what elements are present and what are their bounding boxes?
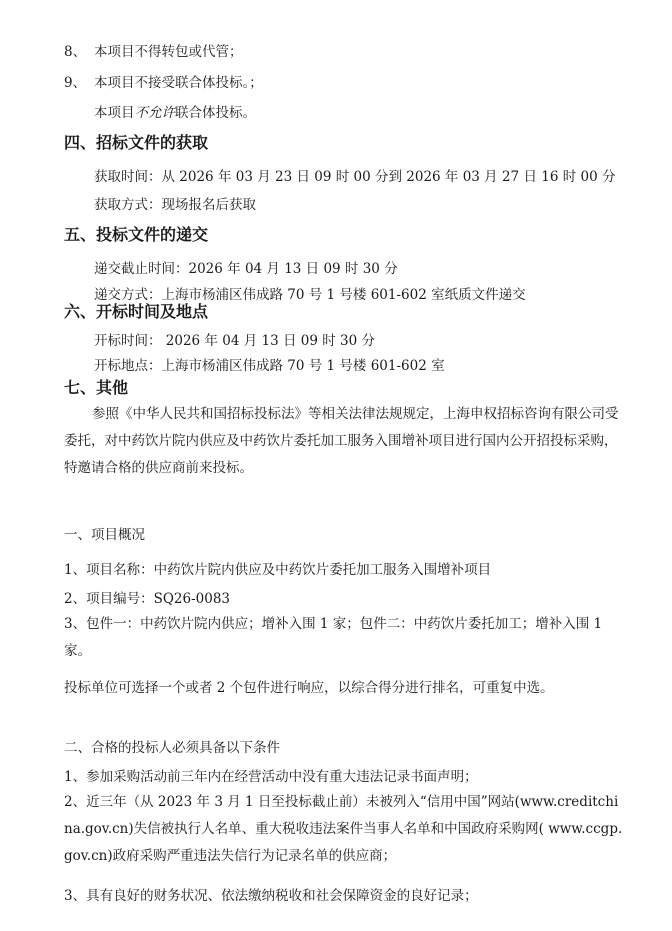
obtain-time: 获取时间：从 2026 年 03 月 23 日 09 时 00 分到 2026 年 03 月 27 日 16 时 00 分 (94, 169, 616, 185)
submit-deadline: 递交截止时间：2026 年 04 月 13 日 09 时 30 分 (94, 261, 398, 277)
section-6-heading: 六、开标时间及地点 (64, 302, 209, 321)
note-text: 本项目 (94, 105, 135, 121)
condition-1: 1、参加采购活动前三年内在经营活动中没有重大违法记录书面声明； (64, 769, 478, 785)
item-text: 本项目不得转包或代管； (94, 44, 243, 60)
section-5-heading: 五、投标文件的递交 (64, 225, 209, 244)
other-paragraph: 参照《中华人民共和国招标投标法》等相关法律法规规定，上海申权招标咨询有限公司受委托，对中药饮片院内供应及中药饮片委托加工服务入围增补项目进行国内公开招投标采购，特邀请合格的供应商前来投标。 (64, 406, 619, 476)
opening-place: 开标地点：上海市杨浦区伟成路 70 号 1 号楼 601-602 室 (94, 358, 445, 374)
section-4-heading: 四、招标文件的获取 (64, 133, 209, 152)
condition-3: 3、具有良好的财务状况、依法缴纳税收和社会保障资金的良好记录； (64, 888, 478, 904)
condition-2: 2、近三年（从 2023 年 3 月 1 日至投标截止前）未被列入“信用中国”网站(www.creditchina.gov.cn)失信被执行人名单、重大税收违法案件当事人名单和中国政府采购网( www.ccgp.gov.cn)政府采购严重违法失信行为记录名单的供应商； (64, 794, 623, 864)
list-item-8 (64, 43, 243, 61)
list-item-9 (64, 74, 263, 92)
item-text: 本项目不接受联合体投标。； (94, 75, 263, 91)
item-number: 9、 (64, 75, 87, 91)
project-name: 1、项目名称：中药饮片院内供应及中药饮片委托加工服务入围增补项目 (64, 562, 492, 578)
opening-time: 开标时间： 2026 年 04 月 13 日 09 时 30 分 (94, 333, 375, 349)
overview-heading: 一、项目概况 (64, 527, 145, 543)
joint-bid-note (94, 104, 256, 122)
obtain-method: 获取方式：现场报名后获取 (94, 197, 256, 213)
note-text: 联合体投标。 (175, 105, 256, 121)
package-note: 投标单位可选择一个或者 2 个包件进行响应，以综合得分进行排名，可重复中选。 (64, 680, 554, 696)
package-info: 3、包件一：中药饮片院内供应；增补入围 1 家；包件二：中药饮片委托加工；增补入围 1 家。 (64, 616, 603, 659)
section-7-heading: 七、其他 (64, 378, 129, 397)
note-italic-text: 不允许 (134, 105, 175, 121)
qualification-heading: 二、合格的投标人必须具备以下条件 (64, 740, 280, 756)
submit-method: 递交方式：上海市杨浦区伟成路 70 号 1 号楼 601-602 室纸质文件递交 (94, 287, 526, 303)
project-code: 2、项目编号：SQ26-0083 (64, 591, 231, 607)
item-number: 8、 (64, 44, 87, 60)
